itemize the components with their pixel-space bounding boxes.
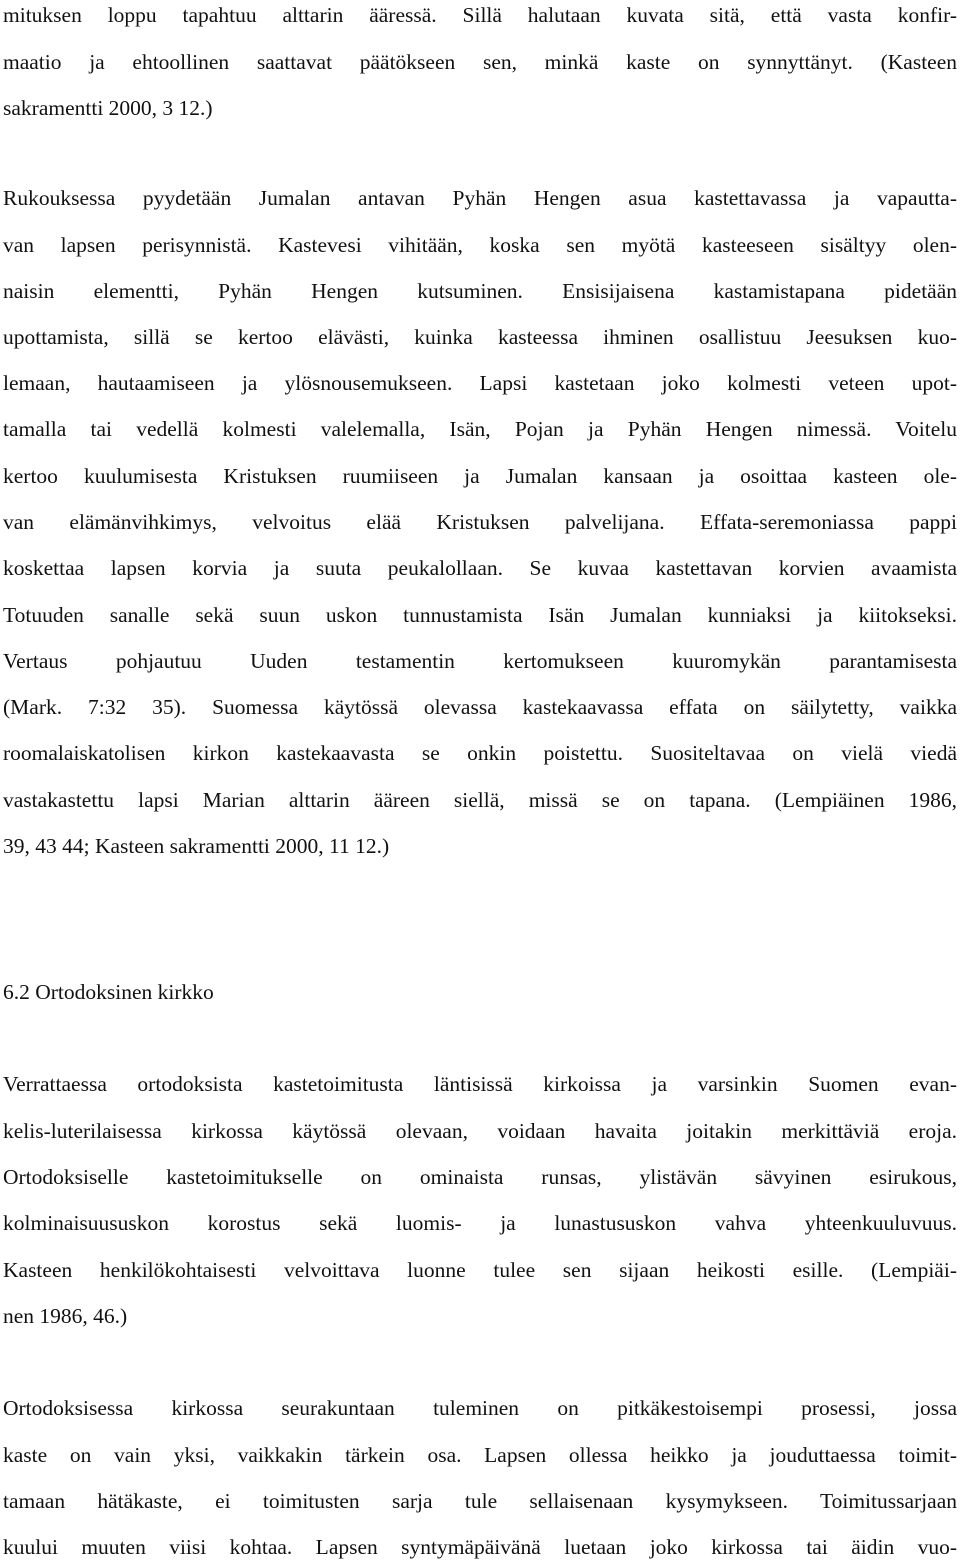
text-line: Kasteen henkilökohtaisesti velvoittava luonne tulee sen sijaan heikosti esille. (Lempiäi- bbox=[3, 1258, 957, 1282]
text-line: tamaan hätäkaste, ei toimitusten sarja tule sellaisenaan kysymykseen. Toimitussarjaan bbox=[3, 1489, 957, 1513]
text-line: kolminaisuususkon korostus sekä luomis- ja lunastususkon vahva yhteenkuuluvuus. bbox=[3, 1211, 957, 1235]
text-line: Verrattaessa ortodoksista kastetoimitusta läntisissä kirkoissa ja varsinkin Suomen evan- bbox=[3, 1072, 957, 1096]
text-line: vastakastettu lapsi Marian alttarin ääreen siellä, missä se on tapana. (Lempiäinen 1986, bbox=[3, 788, 957, 812]
text-line: maatio ja ehtoollinen saattavat päätökseen sen, minkä kaste on synnyttänyt. (Kasteen bbox=[3, 50, 957, 74]
text-line: Vertaus pohjautuu Uuden testamentin kertomukseen kuuromykän parantamisesta bbox=[3, 649, 957, 673]
text-line: roomalaiskatolisen kirkon kastekaavasta se onkin poistettu. Suositeltavaa on vielä viedä bbox=[3, 741, 957, 765]
text-line: upottamista, sillä se kertoo elävästi, kuinka kasteessa ihminen osallistuu Jeesuksen kuo- bbox=[3, 325, 957, 349]
text-line: 39, 43 44; Kasteen sakramentti 2000, 11 12.) bbox=[3, 834, 390, 858]
text-line: Ortodoksiselle kastetoimitukselle on ominaista runsas, ylistävän sävyinen esirukous, bbox=[3, 1165, 957, 1189]
text-line: lemaan, hautaamiseen ja ylösnousemukseen. Lapsi kastetaan joko kolmesti veteen upot- bbox=[3, 371, 957, 395]
text-line: kuului muuten viisi kohtaa. Lapsen syntymäpäivänä luetaan joko kirkossa tai äidin vuo- bbox=[3, 1535, 957, 1559]
text-line: Rukouksessa pyydetään Jumalan antavan Pyhän Hengen asua kastettavassa ja vapautta- bbox=[3, 186, 957, 210]
text-line: Totuuden sanalle sekä suun uskon tunnustamista Isän Jumalan kunniaksi ja kiitokseksi. bbox=[3, 603, 957, 627]
text-line: sakramentti 2000, 3 12.) bbox=[3, 96, 213, 120]
text-line: kertoo kuulumisesta Kristuksen ruumiiseen ja Jumalan kansaan ja osoittaa kasteen ole- bbox=[3, 464, 957, 488]
text-line: nen 1986, 46.) bbox=[3, 1304, 128, 1328]
text-line: Ortodoksisessa kirkossa seurakuntaan tuleminen on pitkäkestoisempi prosessi, jossa bbox=[3, 1396, 957, 1420]
text-line: van elämänvihkimys, velvoitus elää Kristuksen palvelijana. Effata-seremoniassa pappi bbox=[3, 510, 957, 534]
text-line: tamalla tai vedellä kolmesti valelemalla, Isän, Pojan ja Pyhän Hengen nimessä. Voitelu bbox=[3, 417, 957, 441]
text-line: mituksen loppu tapahtuu alttarin ääressä. Sillä halutaan kuvata sitä, että vasta konfir- bbox=[3, 3, 957, 27]
text-line: naisin elementti, Pyhän Hengen kutsuminen. Ensisijaisena kastamistapana pidetään bbox=[3, 279, 957, 303]
section-heading: 6.2 Ortodoksinen kirkko bbox=[3, 980, 214, 1004]
text-line: kaste on vain yksi, vaikkakin tärkein osa. Lapsen ollessa heikko ja jouduttaessa toimit- bbox=[3, 1443, 957, 1467]
text-line: (Mark. 7:32 35). Suomessa käytössä olevassa kastekaavassa effata on säilytetty, vaikka bbox=[3, 695, 957, 719]
text-line: koskettaa lapsen korvia ja suuta peukalollaan. Se kuvaa kastettavan korvien avaamista bbox=[3, 556, 957, 580]
text-line: van lapsen perisynnistä. Kastevesi vihitään, koska sen myötä kasteeseen sisältyy olen- bbox=[3, 233, 957, 257]
text-line: kelis-luterilaisessa kirkossa käytössä olevaan, voidaan havaita joitakin merkittäviä eroja. bbox=[3, 1119, 957, 1143]
